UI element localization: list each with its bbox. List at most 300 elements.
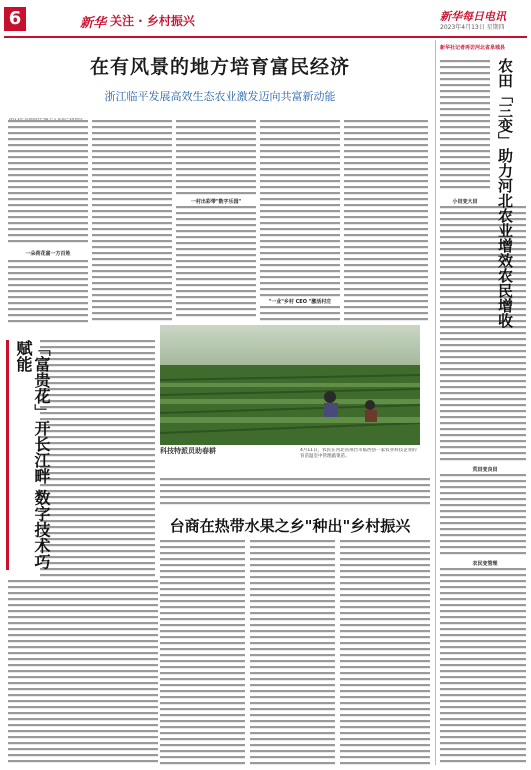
- text-line: [260, 126, 340, 128]
- text-line: [92, 204, 172, 206]
- text-line: [344, 210, 428, 212]
- text-line: [250, 618, 335, 620]
- text-line: [340, 612, 430, 614]
- text-line: [176, 174, 256, 176]
- text-line: [160, 696, 245, 698]
- text-line: [8, 302, 88, 304]
- text-line: [40, 550, 155, 552]
- text-line: [440, 664, 526, 666]
- text-line: [250, 654, 335, 656]
- text-line: [8, 240, 88, 242]
- text-line: [340, 756, 430, 758]
- text-line: [160, 672, 245, 674]
- text-line: [260, 216, 340, 218]
- text-line: [250, 690, 335, 692]
- text-line: [440, 162, 490, 164]
- text-line: [250, 624, 335, 626]
- text-line: [344, 132, 428, 134]
- text-line: [160, 570, 245, 572]
- text-line: [344, 234, 428, 236]
- text-line: [344, 282, 428, 284]
- text-line: [92, 168, 172, 170]
- text-line: [176, 248, 256, 250]
- text-line: [40, 556, 155, 558]
- text-line: [340, 594, 430, 596]
- text-line: [8, 586, 158, 588]
- text-line: [8, 688, 158, 690]
- text-line: [250, 660, 335, 662]
- text-line: [40, 454, 155, 456]
- text-line: [8, 676, 158, 678]
- text-line: [8, 204, 88, 206]
- page-number: 6: [4, 7, 26, 31]
- text-line: [260, 204, 340, 206]
- text-line: [92, 258, 172, 260]
- lead-subhead-2: 一村出彩带"数字乐园": [190, 199, 242, 205]
- text-line: [344, 294, 428, 296]
- text-line: [340, 678, 430, 680]
- text-line: [260, 306, 340, 308]
- text-line: [8, 138, 88, 140]
- text-line: [8, 234, 88, 236]
- text-line: [440, 96, 490, 98]
- text-line: [440, 522, 526, 524]
- text-line: [344, 204, 428, 206]
- text-line: [8, 622, 158, 624]
- text-line: [176, 168, 256, 170]
- text-line: [260, 234, 340, 236]
- text-line: [8, 592, 158, 594]
- text-line: [40, 460, 155, 462]
- text-line: [160, 478, 430, 480]
- text-line: [160, 588, 245, 590]
- text-line: [440, 150, 490, 152]
- text-line: [440, 452, 526, 454]
- text-line: [160, 684, 245, 686]
- text-line: [260, 186, 340, 188]
- text-line: [92, 150, 172, 152]
- text-line: [8, 144, 88, 146]
- text-line: [250, 744, 335, 746]
- text-line: [40, 508, 155, 510]
- text-line: [40, 430, 155, 432]
- text-line: [440, 392, 526, 394]
- text-line: [440, 652, 526, 654]
- text-line: [8, 290, 88, 292]
- text-line: [176, 314, 256, 316]
- text-line: [8, 712, 158, 714]
- text-line: [340, 564, 430, 566]
- right-column-title: 农田「三变」助力河北农业增效农民增收: [496, 58, 514, 328]
- text-line: [440, 90, 490, 92]
- text-line: [176, 224, 256, 226]
- text-line: [440, 574, 526, 576]
- text-line: [40, 364, 155, 366]
- text-line: [160, 708, 245, 710]
- text-line: [250, 636, 335, 638]
- text-line: [440, 422, 526, 424]
- text-line: [440, 568, 526, 570]
- text-line: [260, 246, 340, 248]
- text-line: [344, 318, 428, 320]
- brand-logo: 新华: [80, 16, 107, 31]
- text-line: [340, 576, 430, 578]
- text-line: [8, 628, 158, 630]
- text-line: [344, 150, 428, 152]
- text-line: [40, 340, 155, 342]
- text-line: [8, 272, 88, 274]
- text-line: [8, 228, 88, 230]
- text-line: [340, 720, 430, 722]
- text-line: [92, 174, 172, 176]
- text-line: [440, 114, 490, 116]
- text-line: [160, 654, 245, 656]
- text-line: [440, 598, 526, 600]
- text-line: [340, 702, 430, 704]
- text-line: [344, 186, 428, 188]
- text-line: [40, 466, 155, 468]
- text-line: [260, 192, 340, 194]
- text-line: [160, 678, 245, 680]
- text-line: [40, 400, 155, 402]
- text-line: [344, 246, 428, 248]
- text-line: [440, 546, 526, 548]
- text-line: [160, 484, 430, 486]
- text-line: [40, 442, 155, 444]
- text-line: [8, 180, 88, 182]
- text-line: [8, 652, 158, 654]
- text-line: [176, 186, 256, 188]
- text-line: [440, 84, 490, 86]
- text-line: [40, 562, 155, 564]
- text-line: [250, 726, 335, 728]
- text-line: [160, 558, 245, 560]
- text-line: [260, 132, 340, 134]
- text-line: [250, 576, 335, 578]
- text-line: [176, 236, 256, 238]
- text-line: [440, 492, 526, 494]
- text-line: [440, 180, 490, 182]
- text-line: [176, 302, 256, 304]
- text-line: [160, 720, 245, 722]
- feature-left-title: 「富贵花」开长江畔 数字技术巧赋能: [14, 340, 51, 570]
- text-line: [8, 706, 158, 708]
- text-line: [176, 150, 256, 152]
- text-line: [160, 690, 245, 692]
- text-line: [40, 520, 155, 522]
- text-line: [8, 150, 88, 152]
- text-line: [340, 744, 430, 746]
- text-line: [260, 276, 340, 278]
- text-line: [250, 540, 335, 542]
- text-line: [92, 186, 172, 188]
- text-line: [260, 228, 340, 230]
- text-line: [344, 288, 428, 290]
- text-line: [8, 162, 88, 164]
- text-line: [340, 618, 430, 620]
- text-line: [250, 732, 335, 734]
- text-line: [160, 576, 245, 578]
- text-line: [440, 156, 490, 158]
- text-line: [440, 700, 526, 702]
- text-line: [92, 264, 172, 266]
- text-line: [92, 276, 172, 278]
- text-line: [250, 630, 335, 632]
- text-line: [176, 254, 256, 256]
- text-line: [440, 760, 526, 762]
- text-line: [340, 750, 430, 752]
- text-line: [440, 168, 490, 170]
- text-line: [340, 708, 430, 710]
- text-line: [440, 60, 490, 62]
- text-line: [8, 598, 158, 600]
- text-line: [40, 448, 155, 450]
- text-line: [440, 380, 526, 382]
- text-line: [440, 634, 526, 636]
- text-line: [92, 312, 172, 314]
- text-line: [8, 670, 158, 672]
- text-line: [160, 540, 245, 542]
- text-line: [92, 282, 172, 284]
- text-line: [440, 428, 526, 430]
- text-line: [260, 120, 340, 122]
- text-line: [8, 736, 158, 738]
- text-line: [40, 478, 155, 480]
- text-line: [92, 222, 172, 224]
- text-line: [440, 120, 490, 122]
- text-line: [260, 156, 340, 158]
- right-subhead-3: 农民变管理: [472, 561, 498, 567]
- text-line: [8, 314, 88, 316]
- text-line: [40, 382, 155, 384]
- text-line: [92, 246, 172, 248]
- text-line: [260, 258, 340, 260]
- text-line: [250, 552, 335, 554]
- text-line: [250, 702, 335, 704]
- text-line: [344, 192, 428, 194]
- text-line: [260, 180, 340, 182]
- text-line: [440, 748, 526, 750]
- text-line: [340, 672, 430, 674]
- text-line: [92, 252, 172, 254]
- text-line: [250, 678, 335, 680]
- text-line: [40, 412, 155, 414]
- text-line: [440, 516, 526, 518]
- text-line: [8, 760, 158, 762]
- text-line: [440, 434, 526, 436]
- text-line: [40, 346, 155, 348]
- text-line: [440, 386, 526, 388]
- text-line: [440, 416, 526, 418]
- text-line: [440, 398, 526, 400]
- text-line: [92, 162, 172, 164]
- text-line: [440, 694, 526, 696]
- text-line: [8, 682, 158, 684]
- text-line: [440, 552, 526, 554]
- text-line: [160, 642, 245, 644]
- text-line: [344, 270, 428, 272]
- text-line: [344, 276, 428, 278]
- text-line: [8, 266, 88, 268]
- text-line: [160, 750, 245, 752]
- text-line: [8, 658, 158, 660]
- lead-subhead-1: 一朵荷花富一方百姓: [25, 251, 71, 257]
- text-line: [40, 472, 155, 474]
- text-line: [344, 162, 428, 164]
- text-line: [440, 498, 526, 500]
- text-line: [8, 742, 158, 744]
- text-line: [440, 622, 526, 624]
- text-line: [176, 212, 256, 214]
- text-line: [176, 242, 256, 244]
- text-line: [440, 410, 526, 412]
- text-line: [8, 700, 158, 702]
- text-line: [250, 720, 335, 722]
- right-subhead-2: 荒田变良田: [472, 467, 498, 473]
- text-line: [440, 592, 526, 594]
- text-line: [344, 138, 428, 140]
- text-line: [440, 440, 526, 442]
- text-line: [344, 198, 428, 200]
- text-line: [160, 702, 245, 704]
- text-line: [8, 634, 158, 636]
- text-line: [176, 218, 256, 220]
- text-line: [8, 754, 158, 756]
- text-line: [40, 490, 155, 492]
- text-line: [160, 552, 245, 554]
- text-line: [440, 458, 526, 460]
- text-line: [176, 132, 256, 134]
- text-line: [40, 568, 155, 570]
- text-line: [440, 108, 490, 110]
- text-line: [340, 654, 430, 656]
- text-line: [344, 180, 428, 182]
- text-line: [160, 606, 245, 608]
- text-line: [160, 564, 245, 566]
- text-line: [40, 370, 155, 372]
- text-line: [344, 144, 428, 146]
- text-line: [340, 558, 430, 560]
- text-line: [340, 660, 430, 662]
- text-line: [160, 600, 245, 602]
- text-line: [260, 144, 340, 146]
- text-line: [440, 132, 490, 134]
- right-column-rule: [435, 40, 436, 765]
- text-line: [250, 582, 335, 584]
- text-line: [160, 660, 245, 662]
- text-line: [250, 696, 335, 698]
- text-line: [8, 640, 158, 642]
- text-line: [8, 580, 158, 582]
- text-line: [8, 296, 88, 298]
- text-line: [440, 174, 490, 176]
- text-line: [160, 732, 245, 734]
- photo-caption-tag: 科技特派员助春耕: [160, 447, 216, 455]
- text-line: [250, 738, 335, 740]
- text-line: [250, 558, 335, 560]
- text-line: [176, 278, 256, 280]
- text-line: [260, 252, 340, 254]
- text-line: [92, 318, 172, 320]
- text-line: [40, 526, 155, 528]
- text-line: [440, 736, 526, 738]
- text-line: [344, 120, 428, 122]
- text-line: [176, 260, 256, 262]
- text-line: [344, 156, 428, 158]
- text-line: [40, 424, 155, 426]
- text-line: [160, 726, 245, 728]
- text-line: [340, 570, 430, 572]
- text-line: [176, 308, 256, 310]
- text-line: [340, 684, 430, 686]
- text-line: [440, 724, 526, 726]
- text-line: [8, 320, 88, 322]
- text-line: [440, 670, 526, 672]
- text-line: [92, 288, 172, 290]
- text-line: [176, 156, 256, 158]
- sidebar-title: 新华社记者再访河北省阜城县: [440, 45, 506, 51]
- text-line: [176, 266, 256, 268]
- text-line: [176, 272, 256, 274]
- text-line: [8, 694, 158, 696]
- text-line: [40, 514, 155, 516]
- text-line: [440, 676, 526, 678]
- text-line: [260, 270, 340, 272]
- text-line: [160, 762, 245, 764]
- text-line: [340, 546, 430, 548]
- text-line: [8, 156, 88, 158]
- text-line: [440, 356, 526, 358]
- text-line: [440, 534, 526, 536]
- text-line: [92, 210, 172, 212]
- text-line: [8, 126, 88, 128]
- text-line: [176, 138, 256, 140]
- text-line: [176, 296, 256, 298]
- text-line: [440, 344, 526, 346]
- text-line: [440, 138, 490, 140]
- text-line: [440, 486, 526, 488]
- text-line: [260, 282, 340, 284]
- text-line: [176, 230, 256, 232]
- text-line: [250, 666, 335, 668]
- text-line: [160, 612, 245, 614]
- text-line: [344, 312, 428, 314]
- text-line: [344, 174, 428, 176]
- text-line: [260, 312, 340, 314]
- text-line: [340, 552, 430, 554]
- text-line: [250, 750, 335, 752]
- text-line: [440, 580, 526, 582]
- text-line: [340, 690, 430, 692]
- text-line: [340, 630, 430, 632]
- text-line: [340, 738, 430, 740]
- text-line: [92, 294, 172, 296]
- text-line: [440, 682, 526, 684]
- text-line: [340, 600, 430, 602]
- text-line: [160, 666, 245, 668]
- text-line: [440, 186, 490, 188]
- text-line: [8, 724, 158, 726]
- text-line: [92, 240, 172, 242]
- text-line: [250, 546, 335, 548]
- text-line: [250, 648, 335, 650]
- text-line: [8, 120, 88, 122]
- text-line: [160, 618, 245, 620]
- text-line: [176, 192, 256, 194]
- right-subhead-1: 小田变大田: [452, 199, 478, 205]
- text-line: [440, 742, 526, 744]
- text-line: [344, 126, 428, 128]
